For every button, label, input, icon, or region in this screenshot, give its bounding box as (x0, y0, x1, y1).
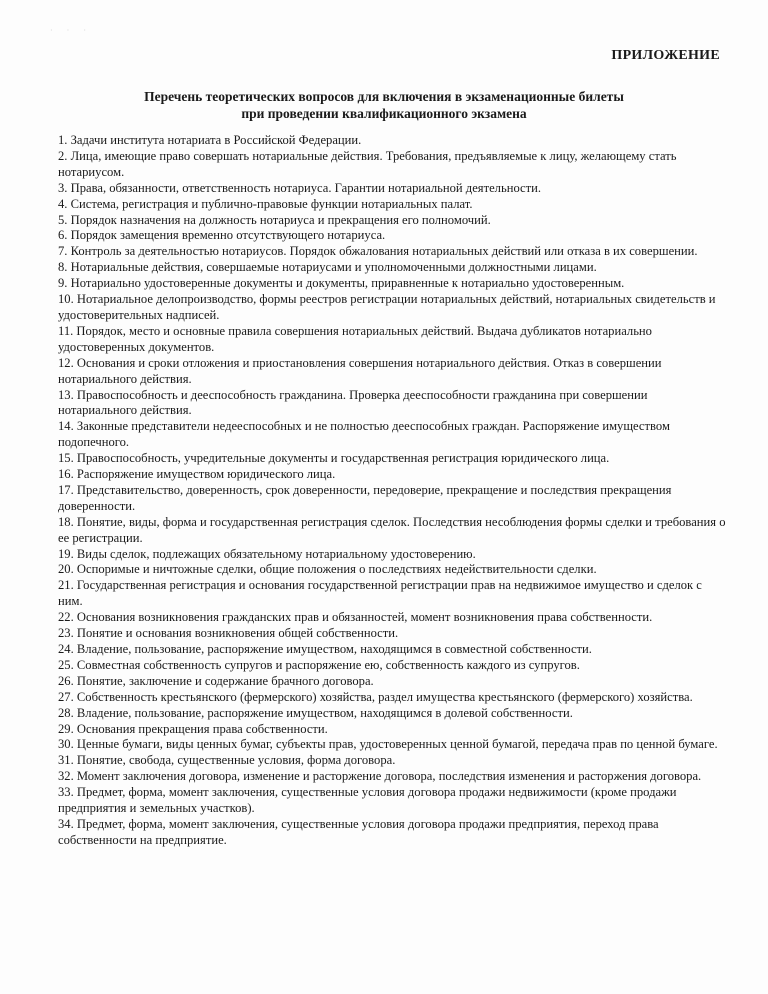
question-item: 30. Ценные бумаги, виды ценных бумаг, субъекты прав, удостоверенных ценной бумагой, передача прав по ценной бумаге. (58, 737, 718, 752)
question-item: 11. Порядок, место и основные правила совершения нотариальных действий. Выдача дубликатов нотариально удостоверенных документов. (58, 323, 652, 354)
question-item: 16. Распоряжение имуществом юридического лица. (58, 467, 336, 482)
title-line-1: Перечень теоретических вопросов для включения в экзаменационные билеты (144, 89, 624, 104)
question-item: 2. Лица, имеющие право совершать нотариальные действия. Требования, предъявляемые к лицу, желающему стать нотариусом. (58, 148, 677, 179)
question-item: 5. Порядок назначения на должность нотариуса и прекращения его полномочий. (58, 212, 491, 227)
question-item: 15. Правоспособность, учредительные документы и государственная регистрация юридического лица. (58, 451, 610, 466)
question-item: 22. Основания возникновения гражданских прав и обязанностей, момент возникновения права собственности. (58, 610, 653, 625)
question-item: 23. Понятие и основания возникновения общей собственности. (58, 626, 399, 641)
question-item: 1. Задачи института нотариата в Российской Федерации. (58, 133, 362, 147)
question-item: 17. Представительство, доверенность, срок доверенности, передоверие, прекращение и последствия прекращения доверенности. (58, 482, 672, 513)
question-item: 25. Совместная собственность супругов и распоряжение ею, собственность каждого из супругов. (58, 657, 580, 672)
question-item: 10. Нотариальное делопроизводство, формы реестров регистрации нотариальных действий, нотариальных свидетельств и удостоверительных надписей. (58, 292, 716, 322)
questions-list (58, 133, 726, 849)
appendix-label: ПРИЛОЖЕНИЕ (611, 48, 720, 63)
question-item: 19. Виды сделок, подлежащих обязательному нотариальному удостоверению. (58, 546, 476, 561)
question-item: 9. Нотариально удостоверенные документы и документы, приравненные к нотариально удостоверенным. (58, 276, 625, 291)
document-title (0, 88, 768, 122)
question-item: 14. Законные представители недееспособных и не полностью дееспособных граждан. Распоряжение имуществом подопечного. (58, 419, 670, 450)
question-item: 28. Владение, пользование, распоряжение имуществом, находящимся в долевой собственности. (58, 705, 573, 720)
question-item: 8. Нотариальные действия, совершаемые нотариусами и уполномоченными должностными лицами. (58, 260, 597, 275)
question-item: 3. Права, обязанности, ответственность нотариуса. Гарантии нотариальной деятельности. (58, 180, 542, 195)
question-item: 32. Момент заключения договора, изменение и расторжение договора, последствия изменения и расторжения договора. (58, 769, 702, 784)
question-item: 4. Система, регистрация и публично-правовые функции нотариальных палат. (58, 196, 473, 211)
question-item: 21. Государственная регистрация и основания государственной регистрации прав на недвижимое имущество и сделок с ним. (58, 578, 702, 609)
question-item: 31. Понятие, свобода, существенные условия, форма договора. (58, 753, 396, 768)
question-item: 34. Предмет, форма, момент заключения, существенные условия договора продажи предприятия, переход права собственности на предприятие. (58, 816, 659, 847)
title-line-2: при проведении квалификационного экзамена (241, 106, 527, 121)
question-item: 26. Понятие, заключение и содержание брачного договора. (58, 673, 374, 688)
question-item: 29. Основания прекращения права собственности. (58, 721, 328, 736)
question-item: 7. Контроль за деятельностью нотариусов. Порядок обжалования нотариальных действий или отказа в их совершении. (58, 244, 698, 259)
question-item: 20. Оспоримые и ничтожные сделки, общие положения о последствиях недействительности сделки. (58, 562, 597, 577)
question-item: 24. Владение, пользование, распоряжение имуществом, находящимся в совместной собственности. (58, 642, 592, 656)
question-item: 13. Правоспособность и дееспособность гражданина. Проверка дееспособности гражданина при совершении нотариального действия. (58, 387, 648, 418)
question-item: 12. Основания и сроки отложения и приостановления совершения нотариального действия. Отказ в совершении нотариального действия. (58, 355, 662, 386)
scan-speck: · · · (50, 26, 92, 35)
question-item: 6. Порядок замещения временно отсутствующего нотариуса. (58, 228, 386, 243)
question-item: 18. Понятие, виды, форма и государственная регистрация сделок. Последствия несоблюдения формы сделки и требования о ее регистрации. (58, 514, 726, 545)
question-item: 27. Собственность крестьянского (фермерского) хозяйства, раздел имущества крестьянского (фермерского) хозяйства. (58, 689, 693, 704)
question-item: 33. Предмет, форма, момент заключения, существенные условия договора продажи недвижимости (кроме продажи предприятия и земельных участков). (58, 785, 677, 816)
